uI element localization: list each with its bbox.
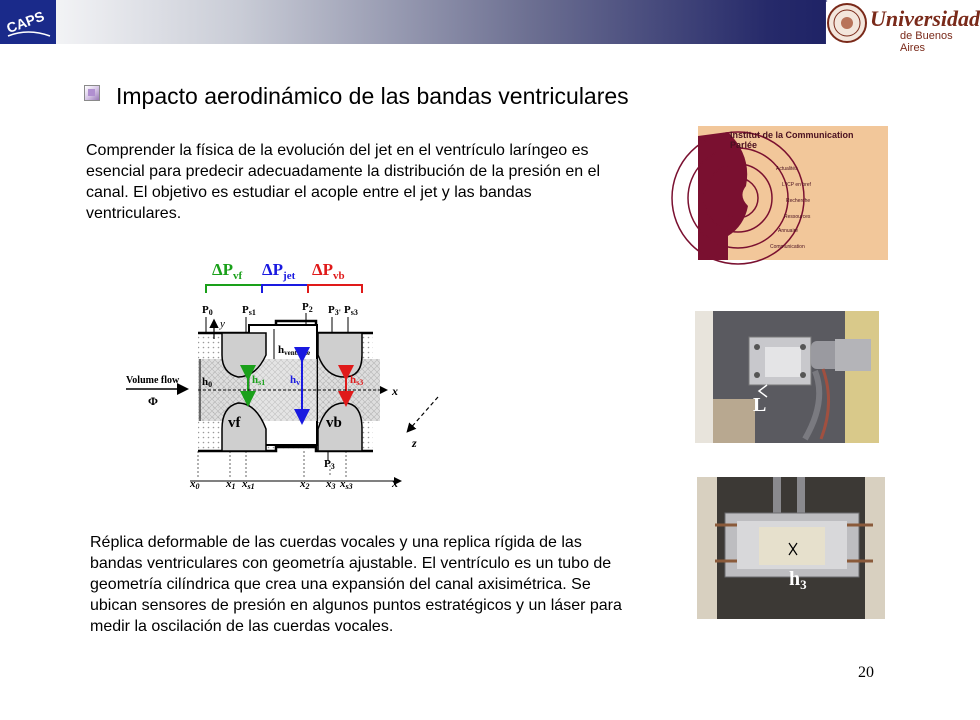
caps-logo-text: CAPS: [4, 7, 47, 37]
intro-paragraph: Comprender la física de la evolución del jet en el ventrículo laríngeo es esencial para predecir adecuadamente la distribución de la presión en el canal. El objetivo es estudiar el acople entre el jet y las bandas ventriculares.: [86, 142, 601, 222]
vb-label: vb: [326, 415, 342, 431]
x0-label: x0: [190, 478, 200, 491]
hv-label: hv: [290, 374, 301, 387]
p0-label: P0: [202, 304, 213, 317]
volume-flow-label: Volume flow: [126, 375, 180, 386]
page-number: 20: [858, 664, 874, 681]
h0-label: h0: [202, 376, 213, 389]
x-axis-label: x: [392, 384, 398, 398]
z-axis-label: z: [412, 436, 417, 450]
title-bullet-icon: [84, 85, 100, 101]
vf-label: vf: [228, 415, 241, 431]
ps3-label: Ps3: [344, 304, 358, 317]
uba-seal-icon: [826, 2, 868, 44]
x3-label: x3: [326, 478, 336, 491]
hs1-label: hs1: [252, 374, 266, 387]
p3-label: P3: [324, 458, 335, 471]
height-label: $h_3$: [789, 568, 807, 592]
y-axis-label: y: [220, 318, 225, 330]
replica-paragraph: Réplica deformable de las cuerdas vocales y una replica rígida de las bandas ventriculares con geometría ajustable. El ventrículo es un tubo de geometría cilíndrica que crea una expansión del canal axisimétrica. Se ubican sensores de presión en algunos puntos estratégicos y un láser para medir la oscilación de las cuerdas vocales.: [90, 534, 622, 635]
p3p-label: P3': [328, 304, 341, 317]
icp-menu-item: Ressources: [784, 214, 811, 220]
icp-title-line2: Parlée: [730, 140, 758, 150]
ps1-label: Ps1: [242, 304, 256, 317]
uba-subtitle: de Buenos Aires: [900, 30, 953, 54]
bottom-x-axis-label: x: [392, 476, 398, 490]
phi-label: Φ: [148, 394, 158, 408]
replica-photo-length: [695, 311, 879, 443]
icp-title-line1: Institut de la Communication: [730, 130, 854, 140]
length-label: L: [753, 394, 767, 416]
icp-menu-item: Recherche: [786, 198, 811, 204]
hs3-label: hs3: [350, 374, 364, 387]
icp-menu-item: Annuaire: [778, 228, 799, 234]
x2-label: x2: [300, 478, 310, 491]
uba-logo: [826, 2, 980, 54]
delta-vb-label: $\Delta P_{vb}$: [312, 260, 345, 282]
delta-vf-label: $\Delta P_{vf}$: [212, 260, 243, 282]
p2-label: P2: [302, 301, 313, 314]
replica-photo-height: [697, 477, 885, 619]
header-bar: [0, 0, 960, 44]
uba-name: Universidad: [870, 6, 980, 31]
channel-diagram: [116, 255, 488, 498]
delta-jet-label: $\Delta P_{jet}$: [262, 260, 296, 282]
h-ventricle-label: hventricle: [278, 344, 311, 357]
slide-title: Impacto aerodinámico de las bandas ventriculares: [116, 83, 629, 109]
icp-menu-item: L'ICP en bref: [782, 182, 811, 188]
xs1-label: xs1: [242, 478, 255, 491]
icp-menu-item: Communication: [770, 244, 805, 250]
xs3-label: xs3: [340, 478, 353, 491]
x1-label: x1: [226, 478, 236, 491]
icp-website-photo: [698, 126, 888, 260]
caps-logo: [0, 0, 56, 44]
icp-menu-item: Actualités: [776, 166, 798, 172]
